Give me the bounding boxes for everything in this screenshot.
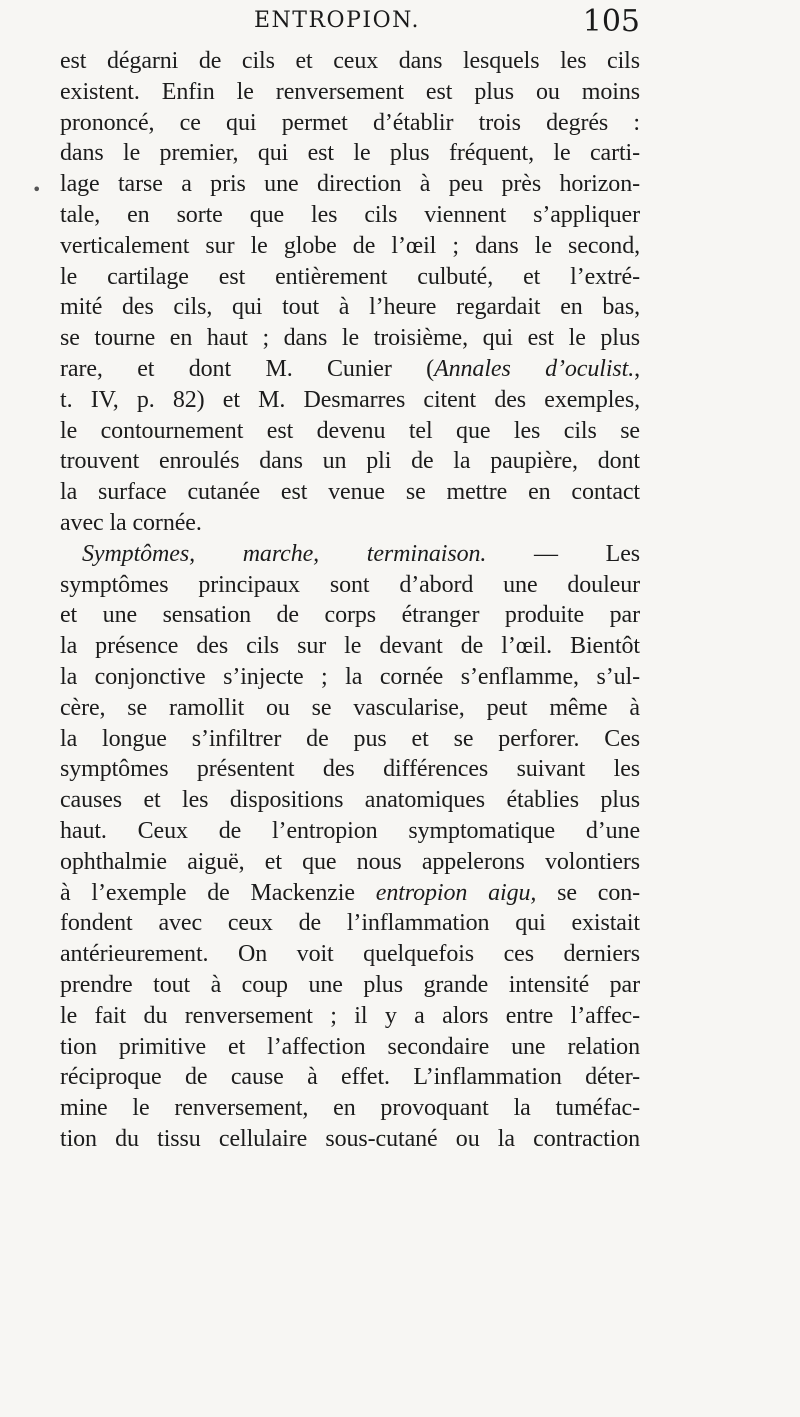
text-line-content: causes et les dispositions anatomiques établies plus [60,787,640,814]
text-line [60,724,640,755]
text-segment: — Les [486,540,640,567]
text-line-content: tion du tissu cellulaire sous-cutané ou la contraction [60,1125,640,1152]
text-line-content: prendre tout à coup une plus grande intensité par [60,971,640,998]
text-line-content: lage tarse a pris une direction à peu près horizon- [60,171,640,198]
text-line-content: la présence des cils sur le devant de l’œil. Bientôt [60,633,640,660]
text-line [60,631,640,662]
page-number: 105 [582,4,640,39]
text-line-content: prononcé, ce qui permet d’établir trois degrés : [60,109,640,136]
text-line [60,262,640,293]
text-line-content: mité des cils, qui tout à l’heure regardait en bas, [60,294,640,321]
text-line-content: tion primitive et l’affection secondaire une relation [60,1033,640,1060]
text-line-content: symptômes principaux sont d’abord une douleur [60,571,640,598]
text-line-content: le contournement est devenu tel que les cils se [60,417,640,444]
text-line-content: est dégarni de cils et ceux dans lesquels les cils [60,48,640,74]
text-line [60,231,640,262]
text-line-content: la conjonctive s’injecte ; la cornée s’enflamme, s’ul- [60,663,640,690]
text-line [60,200,640,231]
margin-dot-mark: • [32,180,42,199]
text-line-content: le cartilage est entièrement culbuté, et l’extré- [60,263,640,290]
text-line-content: ophthalmie aiguë, et que nous appelerons volontiers [60,848,640,875]
text-line [60,77,640,108]
text-line [60,416,640,447]
text-line [60,323,640,354]
text-line [60,1062,640,1093]
text-line-content: se tourne en haut ; dans le troisième, qui est le plus [60,325,640,352]
text-line [60,878,640,909]
text-line [60,477,640,508]
text-line-content: verticalement sur le globe de l’œil ; dans le second, [60,232,640,259]
text-line [60,385,640,416]
text-line [60,1001,640,1032]
text-line [60,539,640,570]
text-line [60,662,640,693]
italic-segment: Symptômes, marche, terminaison. [82,540,487,567]
text-line [60,693,640,724]
text-line-content: symptômes présentent des différences suivant les [60,756,640,783]
text-line [60,46,640,77]
text-line [60,446,640,477]
text-line-content: la surface cutanée est venue se mettre en contact [60,479,640,506]
text-line [60,354,640,385]
italic-segment: entropion aigu, [375,879,537,906]
text-line-content: fondent avec ceux de l’inflammation qui existait [60,910,640,937]
text-segment: se con- [536,879,641,906]
text-line [60,1124,640,1155]
text-line [60,754,640,785]
text-line [60,785,640,816]
text-line-content: et une sensation de corps étranger produite par [60,602,640,629]
text-line-content: dans le premier, qui est le plus fréquent, le carti- [60,140,640,167]
text-line-content: le fait du renversement ; il y a alors entre l’affec- [60,1002,640,1029]
text-line-content: haut. Ceux de l’entropion symptomatique d’une [60,817,640,844]
text-line [60,816,640,847]
text-segment: à l’exemple de Mackenzie [60,879,376,906]
text-line-content: antérieurement. On voit quelquefois ces derniers [60,941,640,968]
text-line-content: trouvent enroulés dans un pli de la paupière, dont [60,448,640,475]
text-line-content: réciproque de cause à effet. L’inflammation déter- [60,1064,640,1091]
text-line [60,138,640,169]
text-segment: rare, et dont M. Cunier ( [60,355,435,382]
text-line [60,1032,640,1063]
text-line-content: la longue s’infiltrer de pus et se perforer. Ces [60,725,640,752]
italic-segment: Annales d’oculist. [434,355,635,382]
text-line [60,570,640,601]
text-line [60,847,640,878]
text-line [60,508,640,539]
text-line [60,939,640,970]
text-line [60,908,640,939]
running-head [60,4,640,42]
body-text [60,46,640,1155]
text-line-content: tale, en sorte que les cils viennent s’appliquer [60,201,640,228]
running-title: ENTROPION. [254,8,420,33]
text-line-content: mine le renversement, en provoquant la tuméfac- [60,1095,640,1122]
text-line-content: t. IV, p. 82) et M. Desmarres citent des exemples, [60,386,640,413]
text-line-content: cère, se ramollit ou se vascularise, peut même à [60,694,640,721]
text-line [60,292,640,323]
text-line [60,108,640,139]
text-line [60,970,640,1001]
text-line [60,600,640,631]
text-line [60,1093,640,1124]
text-segment: , [634,355,641,382]
text-line-content: avec la cornée. [60,509,202,536]
text-line [60,169,640,200]
text-line-content: existent. Enfin le renversement est plus ou moins [60,78,640,105]
